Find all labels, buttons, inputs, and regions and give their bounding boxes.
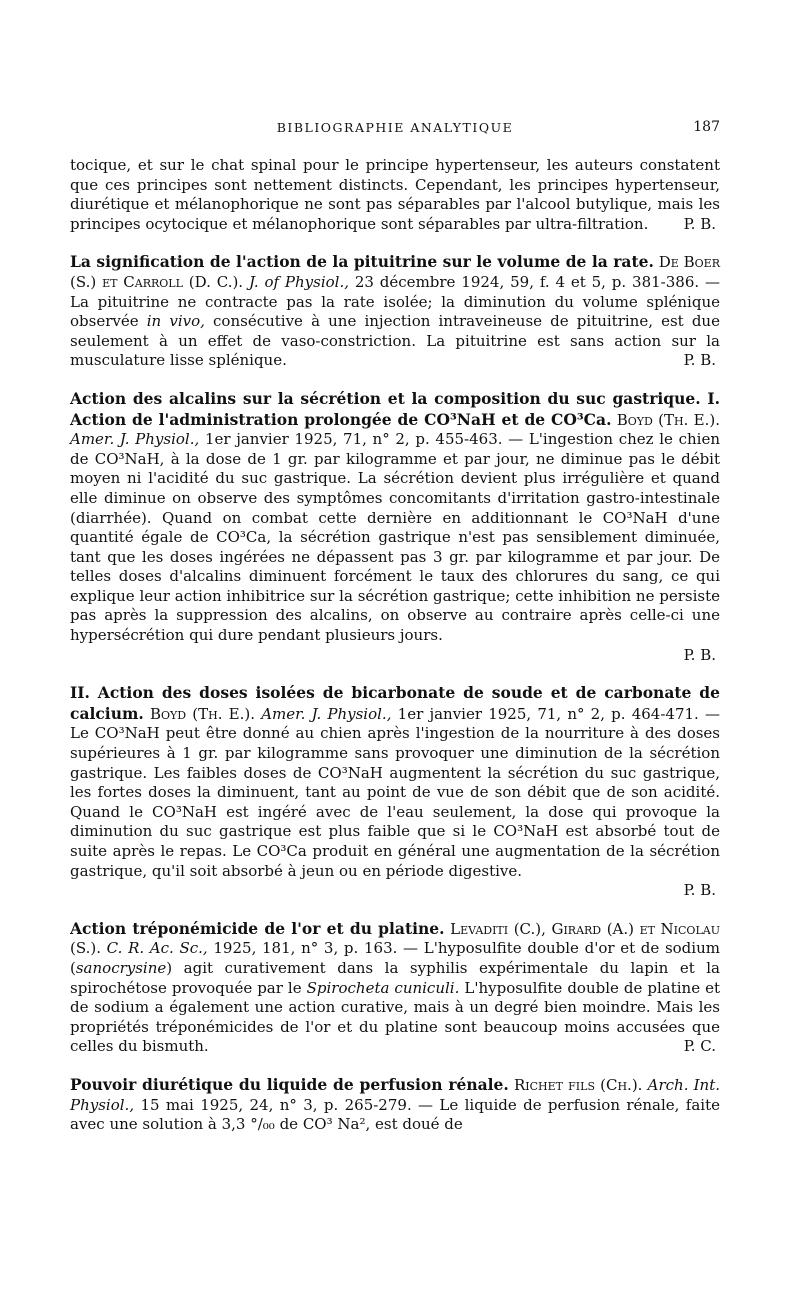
entry-body: L'hyposulfite double d'or et de sodium ( <box>70 939 720 977</box>
page-number: 187 <box>693 119 720 135</box>
entry-reference: 15 mai 1925, 24, n° 3, p. 265-279. — <box>140 1095 434 1114</box>
entry-signature: P. B. <box>683 214 716 233</box>
entry-authors: Boyd (Th. E.). <box>149 704 255 723</box>
entry-body-italic: in vivo, <box>146 312 205 331</box>
running-header <box>70 118 720 138</box>
entry-reference: 1er janvier 1925, 71, n° 2, p. 464-471. — <box>397 704 721 723</box>
entry-treponemicide <box>70 919 720 1057</box>
entry-signature: P. B. <box>683 645 716 664</box>
entry-body: La pituitrine ne contracte pas la rate isolée; la diminution du volume splénique observée <box>70 292 720 331</box>
page-content <box>70 156 720 1135</box>
entry-signature: P. B. <box>683 881 716 900</box>
entry-title: La signification de l'action de la pituitrine sur le volume de la rate. <box>70 252 654 272</box>
entry-body: tocique, et sur le chat spinal pour le principe hypertenseur, les auteurs constatent que ces principes sont nettement distincts. Cependant, les principes hypertenseur, diurétique et mélanophorique ne sont pas séparables par l'alcool butylique, mais les principes ocytocique et mélanophorique sont séparables par ultra-filtration. <box>70 156 720 233</box>
entry-signature: P. C. <box>683 1037 716 1056</box>
entry-body: L'ingestion chez le chien de CO³NaH, à la dose de 1 gr. par kilogramme et par jour, ne diminue pas le débit moyen ni l'acidité du suc gastrique. La sécrétion devient plus irrégulière et quand elle diminue on observe des symptômes concomitants d'irritation gastro-intestinale (diarrhée). Quand on combat cette dernière en additionnant le CO³NaH d'une quantité égale de CO³Ca, la sécrétion gastrique n'est pas sensiblement diminuée, tant que les doses ingérées ne dépassent pas 3 gr. par kilogramme et par jour. De telles doses d'alcalins diminuent forcément le taux des chlorures du sang, ce qui explique leur action inhibitrice sur la sécrétion gastrique; cette inhibition ne persiste pas après la suppression des alcalins, on observe au contraire après celle-ci une hypersécrétion qui dure pendant plusieurs jours. <box>70 430 720 645</box>
entry-authors: Richet fils (Ch.). <box>513 1075 643 1094</box>
entry-journal: J. of Physiol., <box>248 272 349 291</box>
entry-title: Pouvoir diurétique du liquide de perfusion rénale. <box>70 1074 509 1094</box>
entry-title: II. Action des doses isolées de bicarbonate de soude et de carbonate de calcium. <box>70 683 720 723</box>
entry-body-end: consécutive à une injection intraveineuse de pituitrine, est due seulement à un effet de vaso-constriction. La pituitrine est sans action sur la musculature lisse splénique. <box>70 312 720 370</box>
entry-journal: Arch. Int. Physiol., <box>70 1075 720 1114</box>
entry-pituitrine-rate <box>70 252 720 371</box>
entry-authors: Boyd (Th. E.). <box>616 410 720 429</box>
entry-journal: C. R. Ac. Sc., <box>106 939 208 958</box>
entry-bicarbonate-soude <box>70 683 720 901</box>
entry-body-italic: sanocrysine <box>75 958 167 977</box>
entry-signature: P. B. <box>683 351 716 370</box>
entry-alcalins-suc-gastrique <box>70 389 720 665</box>
entry-reference: 1925, 181, n° 3, p. 163. — <box>213 939 419 958</box>
entry-continued <box>70 156 720 234</box>
entry-authors: De Boer (S.) et Carroll (D. C.). <box>70 253 720 291</box>
running-title: BIBLIOGRAPHIE ANALYTIQUE <box>276 120 514 135</box>
entry-pouvoir-diuretique <box>70 1075 720 1135</box>
entry-title: Action des alcalins sur la sécrétion et la composition du suc gastrique. I. Action de l'administration prolongée de CO³NaH et de CO³Ca. <box>70 388 720 429</box>
entry-title: Action tréponémicide de l'or et du platine. <box>70 918 445 938</box>
entry-body: Le liquide de perfusion rénale, faite avec une solution à 3,3 °/₀₀ de CO³ Na², est doué de <box>70 1095 720 1134</box>
entry-body-end: L'hyposulfite double de platine et de sodium a également une action curative, mais à un degré bien moindre. Mais les propriétés tréponémicides de l'or et du platine sont beaucoup moins accusées que celles du bismuth. <box>70 978 720 1056</box>
entry-journal: Amer. J. Physiol., <box>70 430 200 449</box>
entry-journal: Amer. J. Physiol., <box>261 704 392 723</box>
entry-reference: 1er janvier 1925, 71, n° 2, p. 455-463. — <box>204 430 524 449</box>
entry-body-italic-species: Spirocheta cuniculi. <box>306 978 460 997</box>
entry-reference: 23 décembre 1924, 59, f. 4 et 5, p. 381-386. — <box>354 272 720 291</box>
entry-body-middle: ) agit curativement dans la syphilis expérimentale du lapin et la spirochétose provoquée par le <box>70 958 720 997</box>
entry-body: Le CO³NaH peut être donné au chien après l'ingestion de la nourriture à des doses supérieures à 1 gr. par kilogramme sans provoquer une diminution de la sécrétion gastrique. Les faibles doses de CO³NaH augmentent la sécrétion du suc gastrique, les fortes doses la diminuent, tant au point de vue de son débit que de son acidité. Quand le CO³NaH est ingéré avec de l'eau seulement, la dose qui provoque la diminution du suc gastrique est plus faible que si le CO³NaH est absorbé tout de suite après le repas. Le CO³Ca produit en général une augmentation de la sécrétion gastrique, qu'il soit absorbé à jeun ou en période digestive. <box>70 724 720 880</box>
entry-authors: Levaditi (C.), Girard (A.) et Nicolau (S.). <box>70 919 720 958</box>
